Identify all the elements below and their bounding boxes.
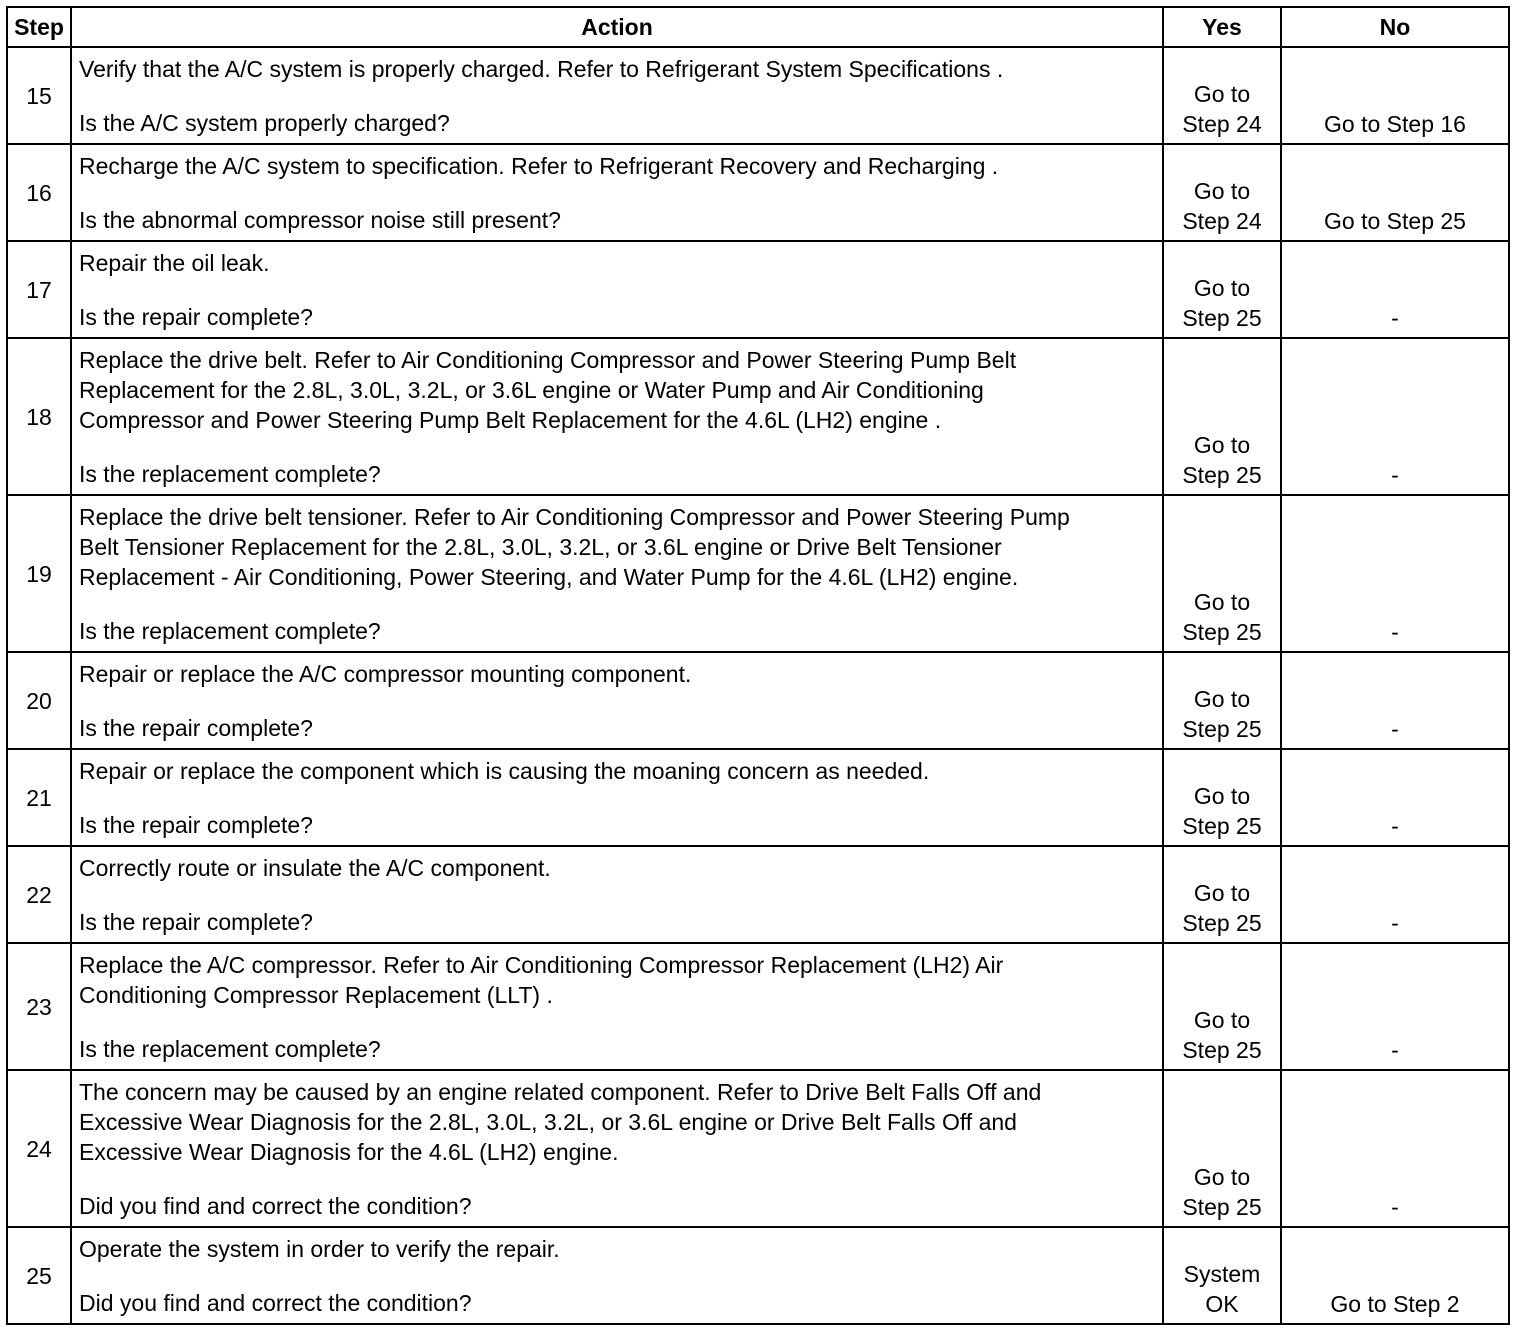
yes-result: Go to Step 25 (1182, 1164, 1262, 1220)
no-cell (1281, 943, 1509, 1070)
question-text: Did you find and correct the condition? (79, 1193, 472, 1219)
instruction-text: Verify that the A/C system is properly charged. Refer to Refrigerant System Specifications . (79, 56, 1004, 82)
step-number: 17 (7, 241, 71, 338)
step-number: 16 (7, 144, 71, 241)
step-number: 18 (7, 338, 71, 495)
header-yes: Yes (1163, 7, 1281, 47)
instruction-text: Replace the drive belt. Refer to Air Conditioning Compressor and Power Steering Pump Belt Replacement for the 2.8L, 3.0L, 3.2L, or 3.6L engine or Water Pump and Air Conditioning Compressor and Power Steering Pump Belt Replacement for the 4.6L (LH2) engine . (79, 347, 1017, 433)
table-row (7, 47, 1509, 144)
no-cell (1281, 47, 1509, 144)
action-cell (71, 47, 1163, 144)
step-number: 15 (7, 47, 71, 144)
no-cell (1281, 144, 1509, 241)
instruction-text: Repair the oil leak. (79, 250, 270, 276)
no-result: - (1391, 910, 1399, 936)
table-row (7, 144, 1509, 241)
yes-cell (1163, 846, 1281, 943)
instruction-text: Correctly route or insulate the A/C component. (79, 855, 551, 881)
yes-result: Go to Step 25 (1182, 589, 1262, 645)
yes-cell (1163, 47, 1281, 144)
yes-cell (1163, 241, 1281, 338)
yes-cell (1163, 652, 1281, 749)
no-result: - (1391, 1194, 1399, 1220)
action-cell (71, 846, 1163, 943)
step-number: 25 (7, 1227, 71, 1324)
question-text: Is the replacement complete? (79, 461, 381, 487)
yes-cell (1163, 495, 1281, 652)
no-result: - (1391, 813, 1399, 839)
yes-cell (1163, 338, 1281, 495)
no-result: - (1391, 716, 1399, 742)
yes-cell (1163, 943, 1281, 1070)
no-cell (1281, 338, 1509, 495)
step-number: 20 (7, 652, 71, 749)
instruction-text: The concern may be caused by an engine related component. Refer to Drive Belt Falls Off and Excessive Wear Diagnosis for the 2.8L, 3.0L, 3.2L, or 3.6L engine or Drive Belt Falls Off and Excessive Wear Diagnosis for the 4.6L (LH2) engine. (79, 1079, 1042, 1165)
instruction-text: Replace the drive belt tensioner. Refer to Air Conditioning Compressor and Power Steering Pump Belt Tensioner Replacement for the 2.8L, 3.0L, 3.2L, or 3.6L engine or Drive Belt Tensioner Replacement - Air Conditioning, Power Steering, and Water Pump for the 4.6L (LH2) engine. (79, 504, 1070, 590)
no-cell (1281, 495, 1509, 652)
header-row (7, 7, 1509, 47)
no-result: - (1391, 619, 1399, 645)
header-no: No (1281, 7, 1509, 47)
question-text: Is the abnormal compressor noise still present? (79, 207, 561, 233)
table-row (7, 1227, 1509, 1324)
question-text: Is the repair complete? (79, 304, 313, 330)
table-row (7, 495, 1509, 652)
table-row (7, 749, 1509, 846)
action-cell (71, 943, 1163, 1070)
table-row (7, 1070, 1509, 1227)
instruction-text: Recharge the A/C system to specification. Refer to Refrigerant Recovery and Recharging . (79, 153, 999, 179)
yes-cell (1163, 1070, 1281, 1227)
yes-cell (1163, 749, 1281, 846)
action-cell (71, 749, 1163, 846)
action-cell (71, 338, 1163, 495)
header-action: Action (71, 7, 1163, 47)
no-result: Go to Step 16 (1324, 111, 1466, 137)
instruction-text: Repair or replace the component which is causing the moaning concern as needed. (79, 758, 930, 784)
header-step: Step (7, 7, 71, 47)
action-cell (71, 495, 1163, 652)
question-text: Is the A/C system properly charged? (79, 110, 450, 136)
action-cell (71, 1070, 1163, 1227)
no-result: Go to Step 2 (1330, 1291, 1460, 1317)
instruction-text: Replace the A/C compressor. Refer to Air Conditioning Compressor Replacement (LH2) Air Conditioning Compressor Replacement (LLT) . (79, 952, 1004, 1008)
question-text: Did you find and correct the condition? (79, 1290, 472, 1316)
no-cell (1281, 652, 1509, 749)
yes-result: Go to Step 24 (1182, 178, 1262, 234)
no-result: Go to Step 25 (1324, 208, 1466, 234)
instruction-text: Repair or replace the A/C compressor mounting component. (79, 661, 692, 687)
table-row (7, 943, 1509, 1070)
yes-result: Go to Step 24 (1182, 81, 1262, 137)
question-text: Is the replacement complete? (79, 618, 381, 644)
yes-result: Go to Step 25 (1182, 880, 1262, 936)
no-cell (1281, 846, 1509, 943)
no-cell (1281, 749, 1509, 846)
question-text: Is the repair complete? (79, 909, 313, 935)
yes-result: Go to Step 25 (1182, 783, 1262, 839)
yes-result: System OK (1183, 1261, 1261, 1317)
instruction-text: Operate the system in order to verify the repair. (79, 1236, 560, 1262)
yes-result: Go to Step 25 (1182, 686, 1262, 742)
yes-cell (1163, 144, 1281, 241)
action-cell (71, 144, 1163, 241)
no-cell (1281, 1070, 1509, 1227)
yes-result: Go to Step 25 (1182, 432, 1262, 488)
yes-result: Go to Step 25 (1182, 275, 1262, 331)
yes-cell (1163, 1227, 1281, 1324)
step-number: 24 (7, 1070, 71, 1227)
no-cell (1281, 241, 1509, 338)
question-text: Is the replacement complete? (79, 1036, 381, 1062)
diagnostic-table (6, 6, 1510, 1325)
no-result: - (1391, 305, 1399, 331)
no-result: - (1391, 1037, 1399, 1063)
step-number: 21 (7, 749, 71, 846)
table-row (7, 241, 1509, 338)
step-number: 23 (7, 943, 71, 1070)
table-row (7, 652, 1509, 749)
no-cell (1281, 1227, 1509, 1324)
no-result: - (1391, 462, 1399, 488)
question-text: Is the repair complete? (79, 715, 313, 741)
yes-result: Go to Step 25 (1182, 1007, 1262, 1063)
table-row (7, 338, 1509, 495)
step-number: 22 (7, 846, 71, 943)
action-cell (71, 241, 1163, 338)
action-cell (71, 1227, 1163, 1324)
question-text: Is the repair complete? (79, 812, 313, 838)
table-row (7, 846, 1509, 943)
action-cell (71, 652, 1163, 749)
step-number: 19 (7, 495, 71, 652)
